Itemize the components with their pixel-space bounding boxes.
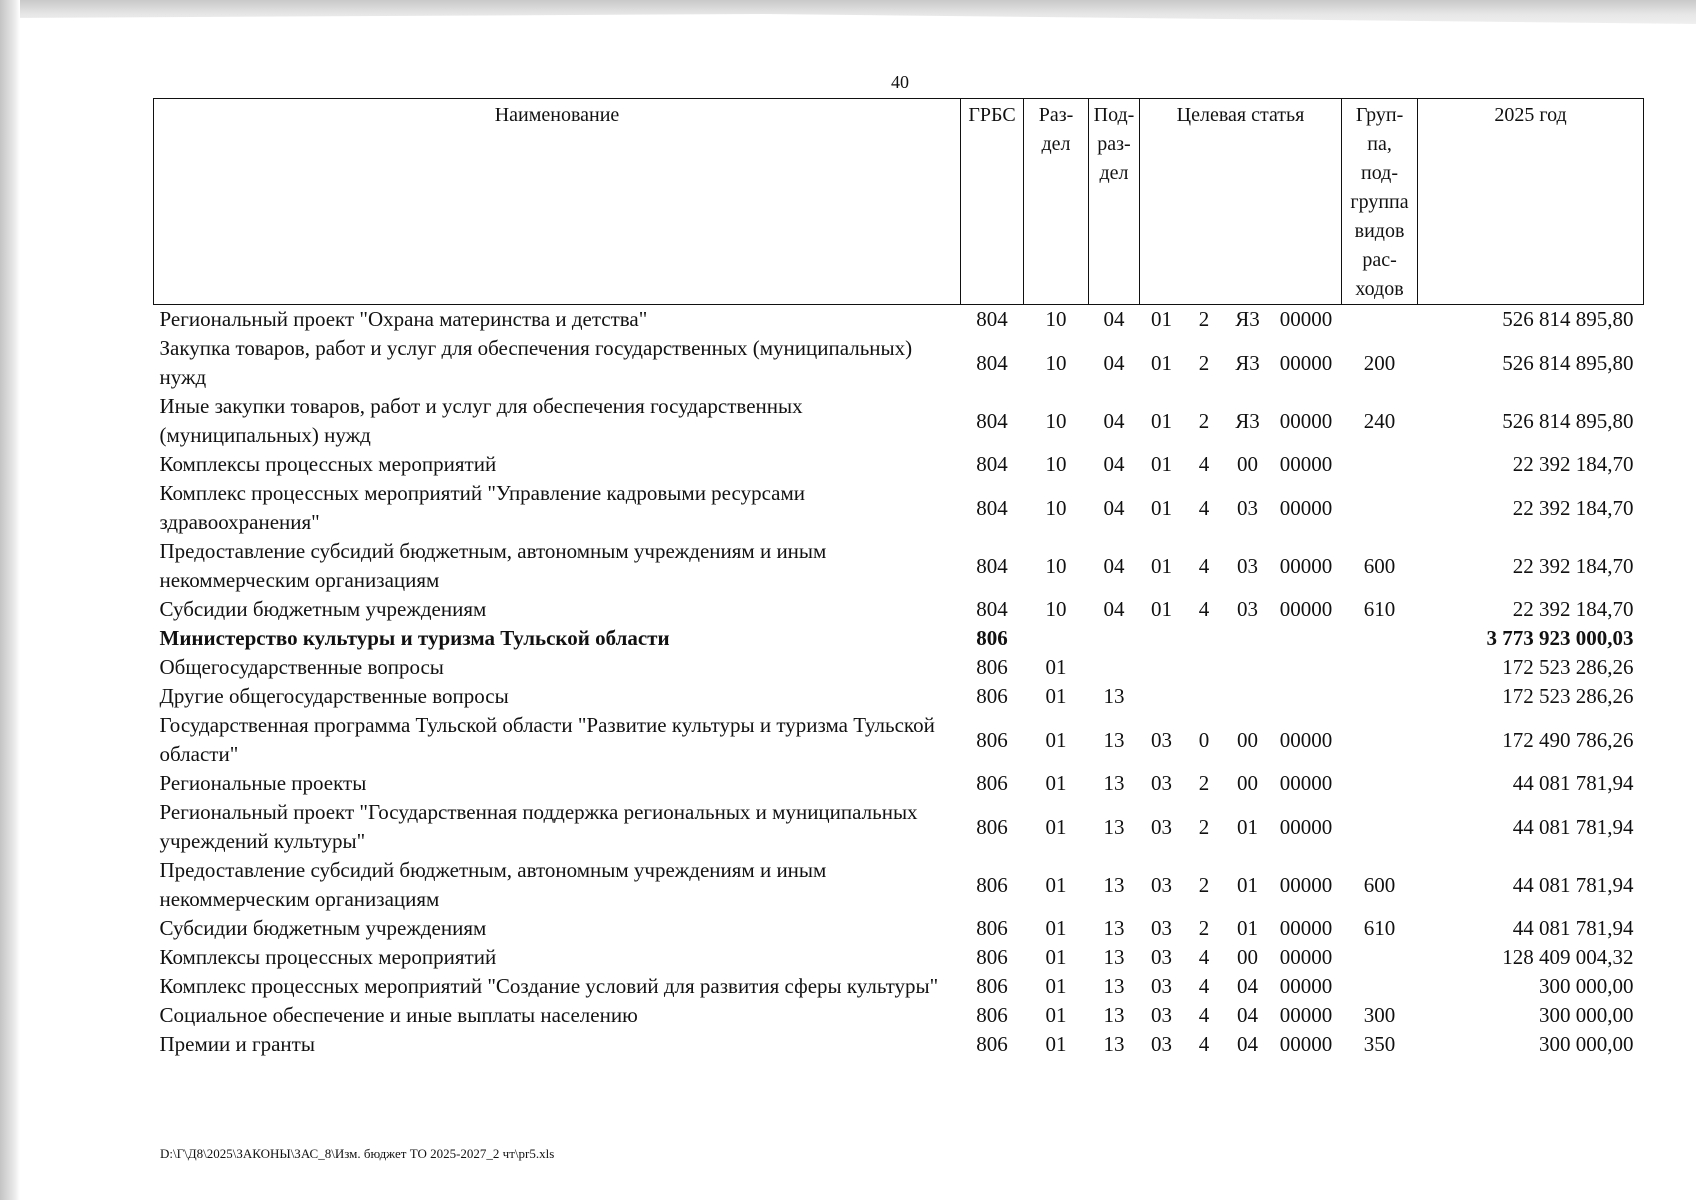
row-target-type: 2 — [1198, 350, 1210, 375]
row-target-direction: 00000 — [1279, 814, 1333, 839]
row-grbs: 804 — [976, 495, 1008, 520]
row-target-program: 03 — [1151, 771, 1172, 795]
header-year-2025: 2025 год — [1418, 99, 1644, 305]
row-target-type — [1184, 682, 1225, 711]
row-target-program: 01 — [1151, 307, 1172, 331]
row-podrazdel: 04 — [1103, 307, 1125, 331]
row-amount: 128 409 004,32 — [1502, 945, 1634, 969]
row-expense-group — [1342, 798, 1418, 856]
row-expense-group: 350 — [1363, 1032, 1396, 1056]
row-grbs: 806 — [976, 655, 1008, 679]
row-amount: 526 814 895,80 — [1502, 408, 1634, 433]
row-name: Комплексы процессных мероприятий — [159, 945, 497, 969]
row-target-type: 2 — [1198, 408, 1210, 433]
table-row — [154, 682, 1644, 711]
table-row — [154, 798, 1644, 856]
row-target-item: 00 — [1237, 452, 1258, 476]
row-podrazdel: 04 — [1103, 597, 1125, 621]
budget-table — [153, 98, 1644, 1059]
row-expense-group — [1342, 624, 1418, 653]
row-amount: 22 392 184,70 — [1512, 452, 1634, 476]
header-grbs: ГРБС — [961, 99, 1024, 305]
row-target-type: 2 — [1198, 307, 1210, 331]
row-target-item: Я3 — [1235, 408, 1260, 433]
row-razdel: 10 — [1045, 553, 1067, 578]
row-target-direction: 00000 — [1279, 916, 1333, 940]
row-amount: 526 814 895,80 — [1502, 307, 1634, 331]
row-amount: 44 081 781,94 — [1512, 814, 1634, 839]
row-target-program: 01 — [1151, 597, 1172, 621]
row-expense-group — [1342, 972, 1418, 1001]
row-target-program: 03 — [1151, 727, 1172, 752]
row-grbs: 804 — [976, 350, 1008, 375]
row-target-item: 04 — [1237, 1003, 1258, 1027]
table-row — [154, 595, 1644, 624]
table-body — [154, 305, 1644, 1060]
row-target-program — [1140, 653, 1184, 682]
row-target-type: 0 — [1198, 727, 1210, 752]
row-target-item: 03 — [1237, 553, 1258, 578]
row-target-direction: 00000 — [1279, 727, 1333, 752]
row-expense-group: 200 — [1363, 350, 1396, 375]
table-row — [154, 914, 1644, 943]
row-amount: 172 523 286,26 — [1502, 684, 1634, 708]
row-razdel: 01 — [1045, 771, 1067, 795]
row-razdel: 01 — [1045, 916, 1067, 940]
row-expense-group — [1342, 479, 1418, 537]
row-name: Премии и гранты — [159, 1032, 315, 1056]
row-target-direction: 00000 — [1279, 872, 1333, 897]
row-name: Предоставление субсидий бюджетным, автономным учреждениям и иным некоммерческим организациям — [159, 858, 827, 911]
row-expense-group — [1342, 450, 1418, 479]
row-target-item: 01 — [1237, 814, 1258, 839]
row-podrazdel: 13 — [1103, 916, 1125, 940]
row-grbs: 806 — [976, 626, 1008, 650]
row-target-direction — [1271, 624, 1342, 653]
budget-table-sheet — [153, 98, 1643, 1059]
table-row — [154, 1030, 1644, 1059]
row-target-item: 00 — [1237, 727, 1258, 752]
row-expense-group: 240 — [1363, 408, 1396, 433]
row-podrazdel — [1089, 624, 1140, 653]
row-razdel: 01 — [1045, 1032, 1067, 1056]
row-name: Региональный проект "Государственная поддержка региональных и муниципальных учреждений культуры" — [159, 800, 918, 853]
row-name: Комплекс процессных мероприятий "Управление кадровыми ресурсами здравоохранения" — [159, 481, 805, 534]
row-razdel: 10 — [1045, 350, 1067, 375]
table-row — [154, 943, 1644, 972]
row-target-item: 03 — [1237, 495, 1258, 520]
header-expense-group: Груп- па, под- группа видов рас- ходов — [1342, 99, 1418, 305]
row-razdel: 01 — [1045, 974, 1067, 998]
row-amount: 22 392 184,70 — [1512, 597, 1634, 621]
scan-shadow-left — [0, 0, 20, 1200]
table-row — [154, 450, 1644, 479]
row-target-program: 01 — [1151, 495, 1172, 520]
row-target-item: 00 — [1237, 945, 1258, 969]
row-grbs: 806 — [976, 771, 1008, 795]
header-podrazdel: Под- раз- дел — [1089, 99, 1140, 305]
scan-shadow-top — [0, 0, 1696, 40]
row-target-direction: 00000 — [1279, 1003, 1333, 1027]
row-name: Комплексы процессных мероприятий — [159, 452, 497, 476]
row-name: Субсидии бюджетным учреждениям — [159, 916, 487, 940]
row-razdel: 01 — [1045, 655, 1067, 679]
table-row — [154, 624, 1644, 653]
row-target-type: 4 — [1198, 597, 1210, 621]
row-razdel: 10 — [1045, 307, 1067, 331]
row-expense-group: 610 — [1363, 916, 1396, 940]
row-amount: 172 523 286,26 — [1502, 655, 1634, 679]
row-grbs: 804 — [976, 553, 1008, 578]
row-name: Региональные проекты — [159, 771, 367, 795]
row-expense-group — [1342, 682, 1418, 711]
row-podrazdel: 13 — [1103, 1032, 1125, 1056]
row-podrazdel: 13 — [1103, 1003, 1125, 1027]
row-podrazdel: 13 — [1103, 872, 1125, 897]
row-expense-group: 600 — [1363, 872, 1396, 897]
row-target-program: 03 — [1151, 1003, 1172, 1027]
row-target-direction: 00000 — [1279, 1032, 1333, 1056]
row-target-item: Я3 — [1235, 350, 1260, 375]
row-razdel: 01 — [1045, 945, 1067, 969]
row-podrazdel: 13 — [1103, 974, 1125, 998]
row-amount: 526 814 895,80 — [1502, 350, 1634, 375]
row-podrazdel: 04 — [1103, 452, 1125, 476]
row-podrazdel: 13 — [1103, 771, 1125, 795]
row-target-program — [1140, 624, 1184, 653]
table-row — [154, 972, 1644, 1001]
row-amount: 300 000,00 — [1539, 974, 1634, 998]
row-amount: 172 490 786,26 — [1502, 727, 1634, 752]
row-target-type: 4 — [1198, 452, 1210, 476]
row-target-item — [1225, 624, 1271, 653]
table-row — [154, 479, 1644, 537]
row-target-item: 01 — [1237, 872, 1258, 897]
table-row — [154, 653, 1644, 682]
row-grbs: 806 — [976, 872, 1008, 897]
row-amount: 300 000,00 — [1539, 1003, 1634, 1027]
row-amount: 300 000,00 — [1539, 1032, 1634, 1056]
header-razdel: Раз- дел — [1024, 99, 1089, 305]
row-target-program: 03 — [1151, 1032, 1172, 1056]
row-target-direction: 00000 — [1279, 771, 1333, 795]
row-target-item — [1225, 653, 1271, 682]
header-target-article: Целевая статья — [1140, 99, 1342, 305]
row-name: Субсидии бюджетным учреждениям — [159, 597, 487, 621]
row-podrazdel: 04 — [1103, 495, 1125, 520]
row-grbs: 806 — [976, 1003, 1008, 1027]
row-podrazdel: 13 — [1103, 945, 1125, 969]
row-name: Министерство культуры и туризма Тульской области — [159, 626, 670, 650]
row-name: Комплекс процессных мероприятий "Создание условий для развития сферы культуры" — [159, 974, 939, 998]
row-target-direction: 00000 — [1279, 408, 1333, 433]
row-target-item — [1225, 682, 1271, 711]
row-expense-group — [1342, 943, 1418, 972]
row-amount: 22 392 184,70 — [1512, 553, 1634, 578]
row-name: Предоставление субсидий бюджетным, автономным учреждениям и иным некоммерческим организациям — [159, 539, 827, 592]
row-target-item: 04 — [1237, 1032, 1258, 1056]
table-row — [154, 392, 1644, 450]
row-podrazdel: 13 — [1103, 684, 1125, 708]
row-podrazdel: 13 — [1103, 727, 1125, 752]
row-grbs: 806 — [976, 727, 1008, 752]
row-target-direction — [1271, 682, 1342, 711]
row-podrazdel: 04 — [1103, 408, 1125, 433]
page-number: 40 — [891, 72, 909, 92]
row-name: Общегосударственные вопросы — [159, 655, 444, 679]
row-target-item: 04 — [1237, 974, 1258, 998]
row-target-type — [1184, 624, 1225, 653]
table-row — [154, 537, 1644, 595]
row-podrazdel: 04 — [1103, 553, 1125, 578]
row-target-type: 4 — [1198, 495, 1210, 520]
row-razdel: 01 — [1045, 684, 1067, 708]
row-target-type: 4 — [1198, 945, 1210, 969]
row-name: Социальное обеспечение и иные выплаты населению — [159, 1003, 638, 1027]
table-header-row — [154, 99, 1644, 305]
row-target-type: 2 — [1198, 872, 1210, 897]
row-name: Государственная программа Тульской области "Развитие культуры и туризма Тульской области" — [159, 713, 935, 766]
row-target-direction: 00000 — [1279, 945, 1333, 969]
table-row — [154, 1001, 1644, 1030]
row-target-program: 01 — [1151, 452, 1172, 476]
row-target-type: 2 — [1198, 771, 1210, 795]
row-target-direction: 00000 — [1279, 974, 1333, 998]
row-podrazdel — [1089, 653, 1140, 682]
row-podrazdel: 04 — [1103, 350, 1125, 375]
row-target-type: 4 — [1198, 553, 1210, 578]
row-target-type: 2 — [1198, 814, 1210, 839]
row-expense-group: 600 — [1363, 553, 1396, 578]
row-expense-group — [1342, 653, 1418, 682]
row-grbs: 806 — [976, 1032, 1008, 1056]
row-amount: 44 081 781,94 — [1512, 916, 1634, 940]
row-expense-group: 300 — [1363, 1003, 1396, 1027]
row-target-direction: 00000 — [1279, 452, 1333, 476]
row-name: Иные закупки товаров, работ и услуг для обеспечения государственных (муниципальных) нужд — [159, 394, 803, 447]
row-amount: 44 081 781,94 — [1512, 771, 1634, 795]
row-grbs: 804 — [976, 408, 1008, 433]
row-expense-group — [1342, 769, 1418, 798]
row-target-item: 03 — [1237, 597, 1258, 621]
row-amount: 22 392 184,70 — [1512, 495, 1634, 520]
row-target-item: 00 — [1237, 771, 1258, 795]
row-target-program: 03 — [1151, 945, 1172, 969]
row-target-program: 01 — [1151, 553, 1172, 578]
row-target-item: Я3 — [1235, 307, 1260, 331]
row-amount: 44 081 781,94 — [1512, 872, 1634, 897]
row-target-type: 4 — [1198, 974, 1210, 998]
row-target-item: 01 — [1237, 916, 1258, 940]
row-grbs: 806 — [976, 684, 1008, 708]
row-target-program — [1140, 682, 1184, 711]
row-razdel: 01 — [1045, 1003, 1067, 1027]
row-target-program: 03 — [1151, 872, 1172, 897]
row-expense-group — [1342, 711, 1418, 769]
row-target-program: 01 — [1151, 408, 1172, 433]
row-expense-group: 610 — [1363, 597, 1396, 621]
row-razdel: 10 — [1045, 452, 1067, 476]
row-grbs: 804 — [976, 452, 1008, 476]
row-razdel: 01 — [1045, 814, 1067, 839]
row-target-type: 4 — [1198, 1032, 1210, 1056]
row-target-type — [1184, 653, 1225, 682]
row-target-direction: 00000 — [1279, 350, 1333, 375]
table-row — [154, 305, 1644, 335]
row-target-direction: 00000 — [1279, 307, 1333, 331]
row-razdel: 10 — [1045, 495, 1067, 520]
row-expense-group — [1342, 305, 1418, 335]
row-target-program: 03 — [1151, 814, 1172, 839]
row-target-direction: 00000 — [1279, 597, 1333, 621]
table-row — [154, 711, 1644, 769]
row-grbs: 806 — [976, 916, 1008, 940]
row-target-type: 4 — [1198, 1003, 1210, 1027]
table-row — [154, 769, 1644, 798]
header-name: Наименование — [154, 99, 961, 305]
row-grbs: 804 — [976, 597, 1008, 621]
footer-file-path: D:\Г\Д8\2025\ЗАКОНЫ\ЗАС_8\Изм. бюджет ТО 2025-2027_2 чт\pr5.xls — [160, 1146, 555, 1161]
row-razdel: 01 — [1045, 872, 1067, 897]
row-name: Региональный проект "Охрана материнства и детства" — [159, 307, 648, 331]
row-name: Другие общегосударственные вопросы — [159, 684, 509, 708]
row-podrazdel: 13 — [1103, 814, 1125, 839]
row-name: Закупка товаров, работ и услуг для обеспечения государственных (муниципальных) нужд — [159, 336, 913, 389]
row-grbs: 806 — [976, 814, 1008, 839]
row-razdel: 10 — [1045, 408, 1067, 433]
table-row — [154, 856, 1644, 914]
table-row — [154, 334, 1644, 392]
row-amount: 3 773 923 000,03 — [1486, 626, 1634, 650]
row-razdel: 01 — [1045, 727, 1067, 752]
row-target-type: 2 — [1198, 916, 1210, 940]
row-target-program: 03 — [1151, 974, 1172, 998]
row-razdel: 10 — [1045, 597, 1067, 621]
row-grbs: 806 — [976, 974, 1008, 998]
row-target-direction — [1271, 653, 1342, 682]
row-target-program: 03 — [1151, 916, 1172, 940]
row-grbs: 804 — [976, 307, 1008, 331]
row-target-program: 01 — [1151, 350, 1172, 375]
row-grbs: 806 — [976, 945, 1008, 969]
row-razdel — [1024, 624, 1089, 653]
row-target-direction: 00000 — [1279, 495, 1333, 520]
row-target-direction: 00000 — [1279, 553, 1333, 578]
